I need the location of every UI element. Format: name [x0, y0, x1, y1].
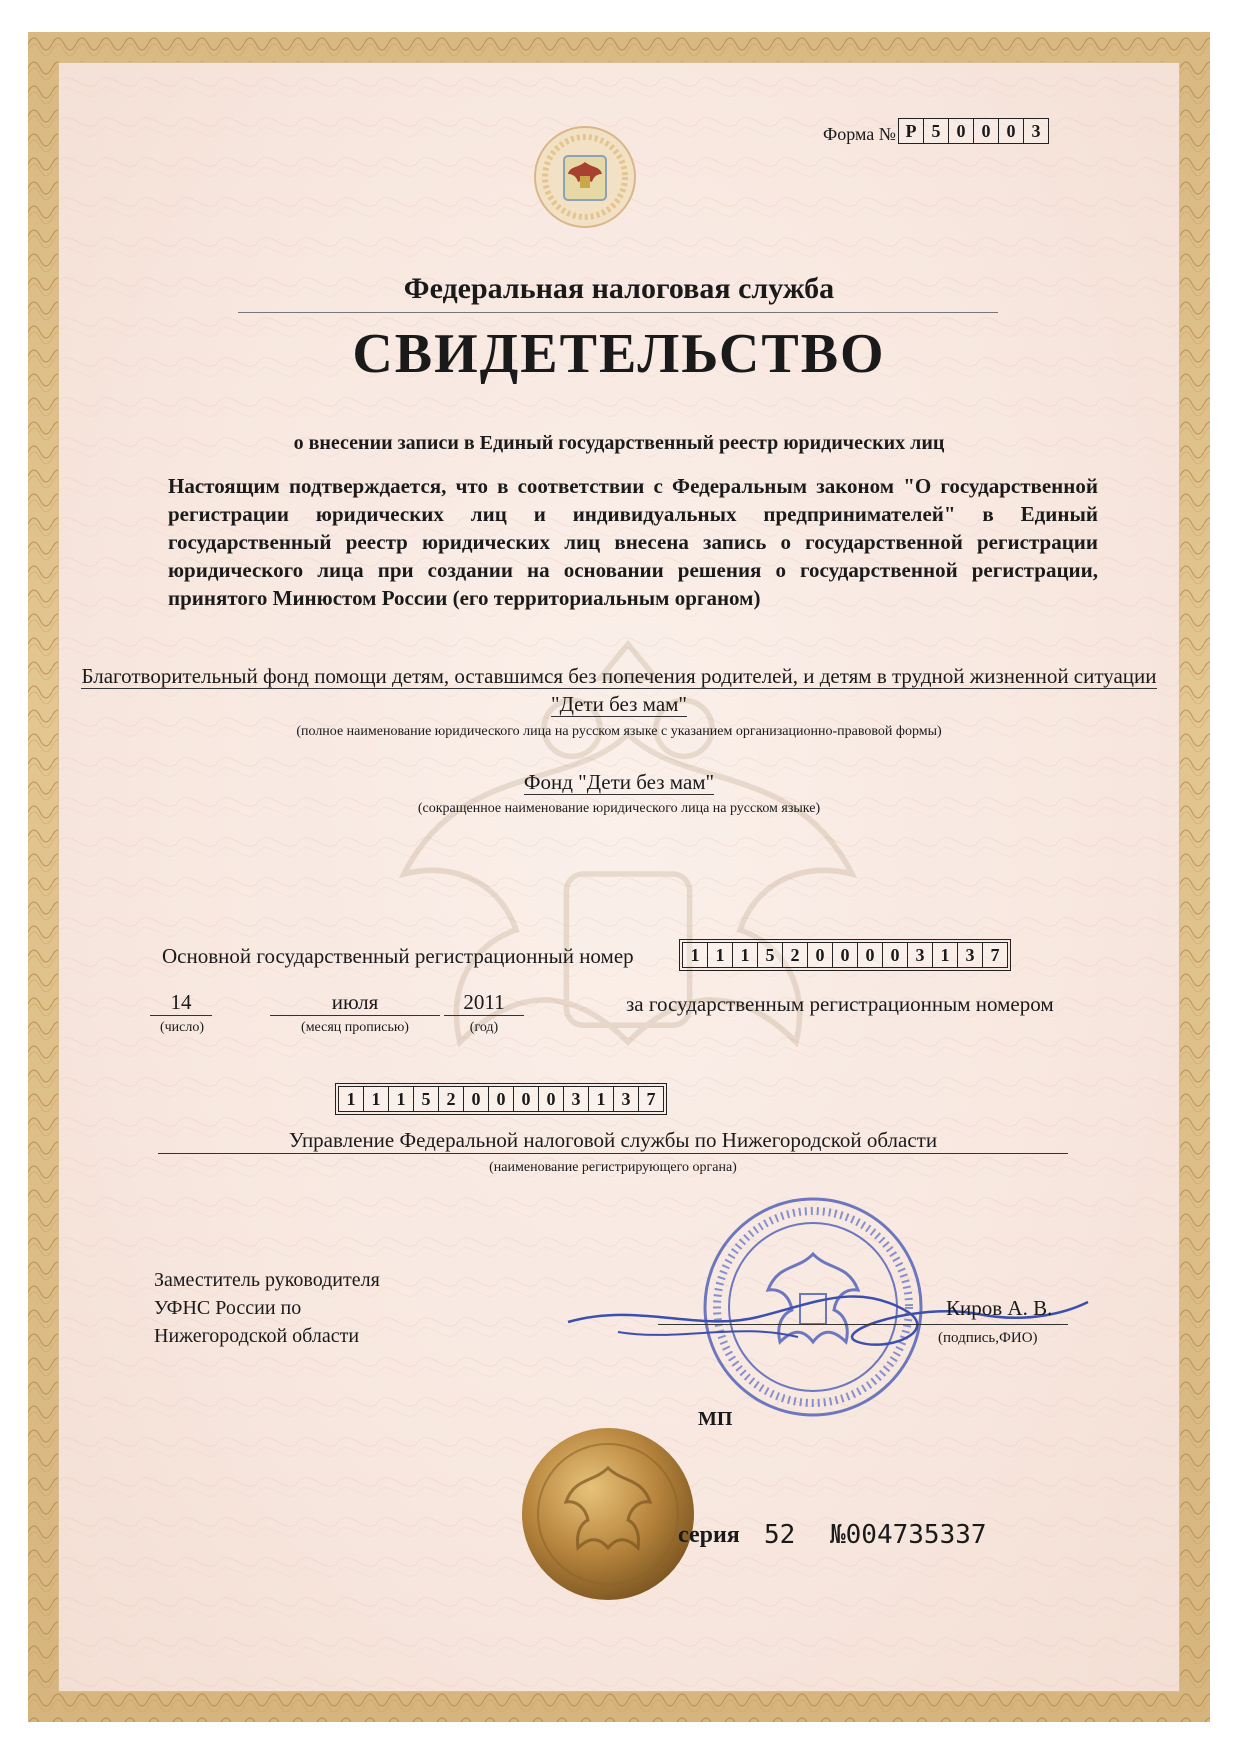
grn-digit: 0	[464, 1086, 489, 1112]
series-number: 52	[764, 1520, 796, 1550]
grn-digit: 1	[589, 1086, 614, 1112]
signature-caption: (подпись,ФИО)	[938, 1330, 1038, 1346]
grn-digit: 3	[564, 1086, 589, 1112]
form-code-cell: 0	[999, 118, 1024, 144]
grn-digit: 1	[389, 1086, 414, 1112]
form-code-cell: 5	[924, 118, 949, 144]
seal-place-label: МП	[698, 1408, 733, 1430]
certificate-body	[58, 62, 1180, 1692]
ogrn-digit: 0	[858, 942, 883, 968]
certificate-border	[28, 32, 1210, 1722]
ogrn-digit: 5	[758, 942, 783, 968]
document-title: СВИДЕТЕЛЬСТВО	[352, 323, 886, 385]
form-code-cell: Р	[898, 118, 924, 144]
grn-digit: 1	[364, 1086, 389, 1112]
ogrn-digit: 1	[708, 942, 733, 968]
form-number-label: Форма №	[823, 124, 896, 144]
signature-line	[658, 1324, 1068, 1325]
ogrn-digit: 7	[983, 942, 1008, 968]
grn-digit: 3	[614, 1086, 639, 1112]
form-code-cell: 0	[974, 118, 999, 144]
title-divider	[238, 312, 998, 313]
organization-full-name	[58, 662, 1180, 718]
grn-digit: 1	[338, 1086, 364, 1112]
organization-full-name-text: Благотворительный фонд помощи детям, оставшимся без попечения родителей, и детям в трудной жизненной ситуации "Дети без мам"	[81, 664, 1157, 716]
grn-digit: 0	[539, 1086, 564, 1112]
grn-digit: 7	[639, 1086, 664, 1112]
signer-position-line: Нижегородской области	[154, 1325, 360, 1347]
ogrn-digit: 0	[808, 942, 833, 968]
signer-position-line: УФНС России по	[154, 1297, 302, 1319]
agency-name: Федеральная налоговая служба	[403, 272, 835, 305]
form-code-cell: 0	[949, 118, 974, 144]
organization-short-name-text: Фонд "Дети без мам"	[523, 770, 715, 794]
certificate-number: №004735337	[830, 1520, 987, 1550]
date-day: 14	[150, 990, 212, 1016]
grn-digit: 0	[514, 1086, 539, 1112]
ogrn-digit: 1	[682, 942, 708, 968]
date-year: 2011	[444, 990, 524, 1016]
signer-position-line: Заместитель руководителя	[154, 1269, 380, 1291]
date-year-caption: (год)	[469, 1020, 499, 1035]
ogrn-cells	[682, 942, 1008, 968]
grn-digit: 2	[439, 1086, 464, 1112]
organization-short-name	[58, 770, 1180, 795]
ogrn-digit: 3	[958, 942, 983, 968]
ogrn-digit: 1	[733, 942, 758, 968]
form-code-cell: 3	[1024, 118, 1049, 144]
date-month-caption: (месяц прописью)	[301, 1020, 409, 1035]
organization-full-name-caption: (полное наименование юридического лица на русском языке с указанием организационно-правовой формы)	[296, 724, 942, 739]
confirmation-text: Настоящим подтверждается, что в соответствии с Федеральным законом "О государственной регистрации юридических лиц и индивидуальных предпринимателей" в Единый государственный реестр юридических лиц внесена запись о государственной регистрации юридического лица при создании на основании решения о государственной регистрации, принятого Минюстом России (его территориальным органом)	[168, 474, 1098, 610]
gold-seal-icon	[518, 1424, 698, 1604]
ogrn-digit: 3	[908, 942, 933, 968]
registering-authority: Управление Федеральной налоговой службы по Нижегородской области	[158, 1128, 1068, 1154]
emblem-icon	[530, 122, 640, 232]
registering-authority-caption: (наименование регистрирующего органа)	[489, 1160, 737, 1175]
ogrn-digit: 0	[883, 942, 908, 968]
form-code-cells	[898, 118, 1049, 144]
ogrn-digit: 0	[833, 942, 858, 968]
grn-digit: 0	[489, 1086, 514, 1112]
ogrn-label: Основной государственный регистрационный номер	[162, 944, 634, 968]
ogrn-digit: 1	[933, 942, 958, 968]
document-subtitle: о внесении записи в Единый государственный реестр юридических лиц	[293, 432, 945, 454]
signer-name: Киров А. В.	[946, 1296, 1053, 1320]
signer-position	[154, 1266, 380, 1350]
date-month: июля	[270, 990, 440, 1016]
organization-short-name-caption: (сокращенное наименование юридического лица на русском языке)	[417, 801, 821, 816]
grn-label: за государственным регистрационным номером	[626, 992, 1054, 1016]
ogrn-digit: 2	[783, 942, 808, 968]
grn-cells	[338, 1086, 664, 1112]
series-label: серия	[678, 1522, 740, 1548]
grn-digit: 5	[414, 1086, 439, 1112]
date-day-caption: (число)	[159, 1020, 205, 1035]
